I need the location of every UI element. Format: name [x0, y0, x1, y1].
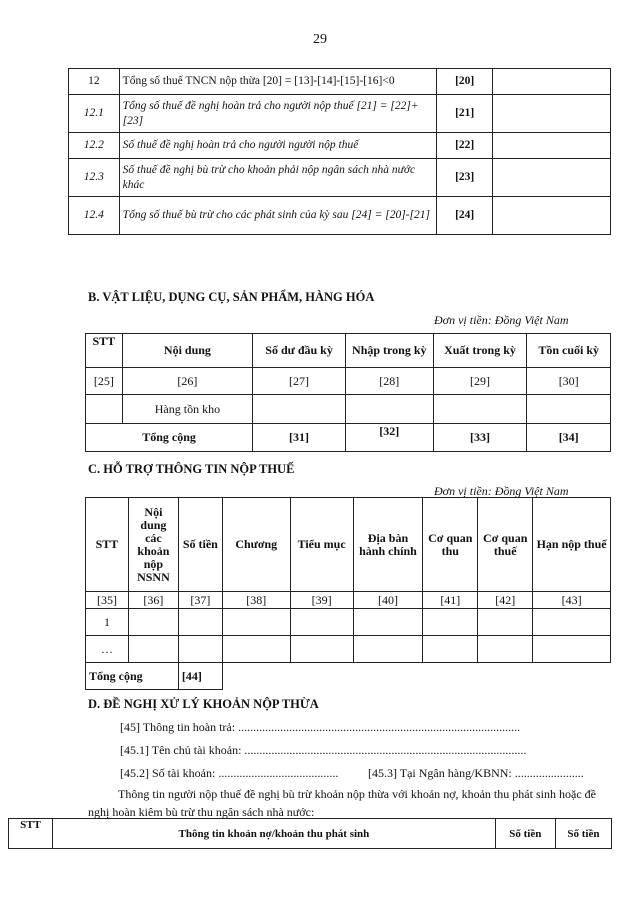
row-content: Số thuế đề nghị hoàn trả cho người người nộp thuế: [119, 133, 436, 159]
code-cell: [30]: [527, 368, 611, 395]
header-cell: Cơ quan thuế: [478, 498, 533, 592]
table-row: [86, 592, 611, 609]
code-cell: [35]: [86, 592, 129, 609]
code-cell: [43]: [533, 592, 611, 609]
table-row: [86, 636, 611, 663]
value-cell: [493, 133, 611, 159]
table-row: [86, 368, 611, 395]
total-code: [33]: [433, 424, 527, 452]
row-number: 12.4: [69, 197, 120, 235]
header-cell: Xuất trong kỳ: [433, 334, 527, 368]
header-cell: STT: [86, 498, 129, 592]
section-c-unit: Đơn vị tiền: Đồng Việt Nam: [434, 484, 569, 498]
row-index: …: [86, 636, 129, 663]
offset-paragraph: Thông tin người nộp thuế đề nghị bù trừ khoản nộp thừa với khoản nợ, khoản thu phát sinh hoặc đề nghị hoàn kiêm bù trừ thu ngân sách nhà nước:: [88, 787, 596, 819]
header-cell: Số tiền: [178, 498, 222, 592]
total-code: [44]: [178, 663, 222, 690]
code-cell: [37]: [178, 592, 222, 609]
header-cell: Địa bàn hành chính: [353, 498, 423, 592]
account-holder-line: [45.1] Tên chủ tài khoản: ..............................................................................................: [120, 743, 527, 757]
section-b-title: B. VẬT LIỆU, DỤNG CỤ, SẢN PHẨM, HÀNG HÓA: [88, 290, 375, 304]
materials-table: [85, 333, 611, 452]
row-number: 12: [69, 69, 120, 95]
header-cell: Số tiền: [495, 819, 555, 849]
tax-summary-table: [68, 68, 611, 235]
refund-info-line: [45] Thông tin hoàn trả: ..............................................................................................: [120, 720, 521, 734]
table-header-row: [9, 819, 612, 849]
header-cell: Hạn nộp thuế: [533, 498, 611, 592]
row-index: 1: [86, 609, 129, 636]
section-c-title: C. HỖ TRỢ THÔNG TIN NỘP THUẾ: [88, 462, 295, 476]
header-cell: Chương: [222, 498, 290, 592]
total-label: Tổng cộng: [86, 663, 179, 690]
total-row: [86, 424, 611, 452]
header-cell: Nội dung các khoản nộp NSNN: [128, 498, 178, 592]
table-row: [86, 609, 611, 636]
table-row: [69, 133, 611, 159]
header-cell: STT: [86, 334, 123, 368]
code-cell: [39]: [290, 592, 353, 609]
code-cell: [36]: [128, 592, 178, 609]
header-cell: Số dư đầu kỳ: [253, 334, 346, 368]
code-cell: [27]: [253, 368, 346, 395]
row-number: 12.1: [69, 95, 120, 133]
header-cell: Tiểu mục: [290, 498, 353, 592]
value-cell: [493, 197, 611, 235]
row-content: Tổng số thuế bù trừ cho các phát sinh của kỳ sau [24] = [20]-[21]: [119, 197, 436, 235]
total-code: [32]: [345, 424, 433, 452]
row-content: Tổng số thuế TNCN nộp thừa [20] = [13]-[14]-[15]-[16]<0: [119, 69, 436, 95]
value-cell: [493, 69, 611, 95]
table-header-row: [86, 334, 611, 368]
code-cell: [40]: [353, 592, 423, 609]
table-row: [69, 95, 611, 133]
header-cell: Thông tin khoản nợ/khoản thu phát sinh: [53, 819, 496, 849]
row-number: 12.2: [69, 133, 120, 159]
header-cell: Cơ quan thu: [423, 498, 478, 592]
total-row: [86, 663, 611, 690]
code-cell: [28]: [345, 368, 433, 395]
total-label: Tổng cộng: [86, 424, 253, 452]
row-number: 12.3: [69, 159, 120, 197]
row-content: Tổng số thuế đề nghị hoàn trả cho người nộp thuế [21] = [22]+[23]: [119, 95, 436, 133]
value-cell: [493, 95, 611, 133]
value-cell: [493, 159, 611, 197]
code-cell: [29]: [433, 368, 527, 395]
total-code: [31]: [253, 424, 346, 452]
debt-offset-table: [8, 818, 612, 849]
account-number-line: [45.2] Số tài khoản: ........................................: [120, 766, 339, 780]
header-cell: Nội dung: [122, 334, 252, 368]
table-row: [69, 69, 611, 95]
code-cell: [38]: [222, 592, 290, 609]
payment-info-table: [85, 497, 611, 690]
row-content: Số thuế đề nghị bù trừ cho khoản phải nộp ngân sách nhà nước khác: [119, 159, 436, 197]
page-number: 29: [313, 32, 327, 47]
row-code: [22]: [436, 133, 493, 159]
table-row: [69, 159, 611, 197]
row-code: [21]: [436, 95, 493, 133]
table-header-row: [86, 498, 611, 592]
row-code: [24]: [436, 197, 493, 235]
section-b-unit: Đơn vị tiền: Đồng Việt Nam: [434, 313, 569, 327]
code-cell: [26]: [122, 368, 252, 395]
bank-line: [45.3] Tại Ngân hàng/KBNN: .......................: [368, 766, 584, 780]
inventory-label: Hàng tồn kho: [122, 395, 252, 424]
code-cell: [41]: [423, 592, 478, 609]
table-row: [69, 197, 611, 235]
code-cell: [42]: [478, 592, 533, 609]
header-cell: Tồn cuối kỳ: [527, 334, 611, 368]
row-code: [20]: [436, 69, 493, 95]
header-cell: STT: [9, 819, 53, 849]
table-row: [86, 395, 611, 424]
row-code: [23]: [436, 159, 493, 197]
header-cell: Nhập trong kỳ: [345, 334, 433, 368]
total-code: [34]: [527, 424, 611, 452]
header-cell: Số tiền: [555, 819, 611, 849]
section-d-title: D. ĐỀ NGHỊ XỬ LÝ KHOẢN NỘP THỪA: [88, 697, 319, 711]
code-cell: [25]: [86, 368, 123, 395]
